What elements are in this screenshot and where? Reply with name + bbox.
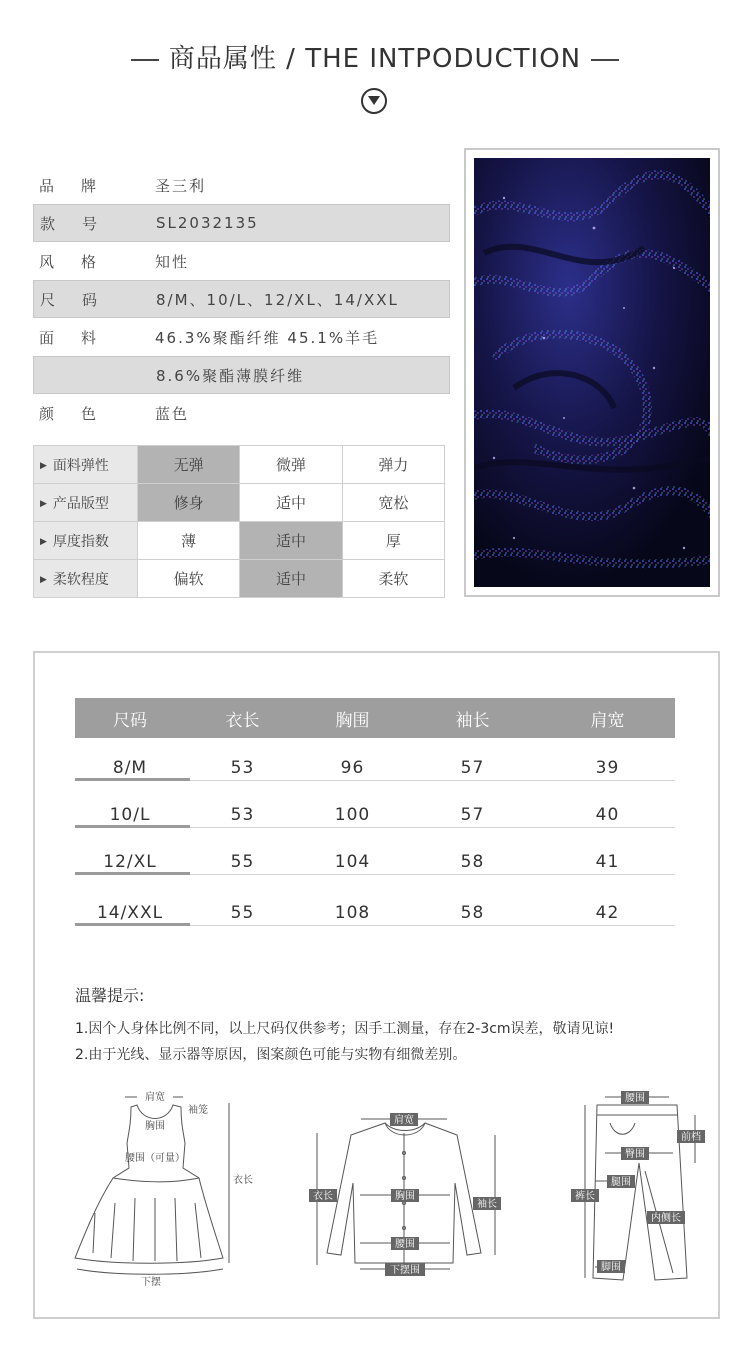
dress-chest-label: 胸围 bbox=[145, 1121, 165, 1132]
property-row bbox=[34, 484, 445, 522]
property-option: 宽松 bbox=[342, 484, 444, 522]
title-cn: 商品属性 bbox=[168, 44, 277, 74]
header-cell: 肩宽 bbox=[590, 710, 625, 731]
measurement-diagrams bbox=[55, 1083, 715, 1303]
pants-hip-label: 臀围 bbox=[625, 1149, 645, 1160]
header-cell: 衣长 bbox=[225, 710, 260, 731]
attr-key: 颜色 bbox=[39, 404, 124, 423]
value-cell: 108 bbox=[334, 903, 371, 923]
attr-key: 风格 bbox=[39, 252, 124, 271]
value-cell: 57 bbox=[460, 805, 485, 825]
property-option: 偏软 bbox=[138, 560, 240, 598]
tips-block bbox=[75, 983, 695, 1068]
pants-hem-label: 脚围 bbox=[601, 1262, 621, 1273]
fabric-image bbox=[474, 158, 710, 587]
table-row bbox=[75, 753, 675, 781]
attribute-list bbox=[33, 166, 450, 432]
attr-value: 知性 bbox=[155, 252, 190, 271]
size-table-header bbox=[75, 698, 675, 738]
size-underline bbox=[75, 923, 190, 926]
size-cell: 8/M bbox=[112, 758, 148, 778]
size-cell: 12/XL bbox=[103, 852, 157, 872]
tips-line: 2.由于光线、显示器等原因，图案颜色可能与实物有细微差别。 bbox=[75, 1047, 467, 1063]
property-name: ▶ 产品版型 bbox=[34, 484, 138, 522]
value-cell: 58 bbox=[460, 852, 485, 872]
attr-value: 8.6%聚酯薄膜纤维 bbox=[156, 366, 305, 385]
value-cell: 41 bbox=[595, 852, 620, 872]
property-name: ▶ 柔软程度 bbox=[34, 560, 138, 598]
tips-title: 温馨提示: bbox=[75, 986, 145, 1005]
page-title bbox=[0, 38, 750, 75]
shirt-waist-label: 腰围 bbox=[395, 1239, 415, 1250]
value-cell: 53 bbox=[230, 805, 255, 825]
section-header bbox=[0, 38, 750, 75]
attr-row-style bbox=[33, 242, 450, 280]
property-option: 无弹 bbox=[138, 446, 240, 484]
shirt-length-label: 衣长 bbox=[313, 1191, 333, 1202]
value-cell: 53 bbox=[230, 758, 255, 778]
pants-inseam-label: 内侧长 bbox=[651, 1213, 681, 1224]
value-cell: 104 bbox=[334, 852, 371, 872]
pants-length-label: 裤长 bbox=[575, 1191, 595, 1202]
header-cell: 袖长 bbox=[455, 710, 490, 731]
property-option: 薄 bbox=[138, 522, 240, 560]
property-grid bbox=[33, 445, 445, 598]
value-cell: 42 bbox=[595, 903, 620, 923]
property-option: 修身 bbox=[138, 484, 240, 522]
property-option: 适中 bbox=[240, 522, 342, 560]
table-row bbox=[75, 898, 675, 926]
property-option: 弹力 bbox=[342, 446, 444, 484]
header-cell: 胸围 bbox=[335, 710, 370, 731]
attr-row-fabric bbox=[33, 318, 450, 356]
header-cell: 尺码 bbox=[113, 710, 147, 731]
property-name: ▶ 厚度指数 bbox=[34, 522, 138, 560]
table-row bbox=[75, 800, 675, 828]
value-cell: 55 bbox=[230, 852, 255, 872]
table-row bbox=[75, 847, 675, 875]
triangle-right-icon: ▶ bbox=[40, 460, 47, 471]
pants-waist-label: 腰围 bbox=[625, 1093, 645, 1104]
size-chart-panel bbox=[33, 651, 720, 1319]
title-separator: / bbox=[286, 44, 296, 74]
property-name: ▶ 面料弹性 bbox=[34, 446, 138, 484]
triangle-right-icon: ▶ bbox=[40, 574, 47, 585]
size-underline bbox=[75, 872, 190, 875]
title-en: THE INTPODUCTION bbox=[305, 44, 582, 74]
property-row bbox=[34, 446, 445, 484]
property-option: 适中 bbox=[240, 484, 342, 522]
property-option: 适中 bbox=[240, 560, 342, 598]
property-row bbox=[34, 522, 445, 560]
value-cell: 96 bbox=[340, 758, 365, 778]
size-underline bbox=[75, 778, 190, 781]
pants-rise-label: 前档 bbox=[681, 1132, 701, 1143]
size-cell: 14/XXL bbox=[96, 903, 164, 923]
attr-row-color bbox=[33, 394, 450, 432]
attr-value: SL2032135 bbox=[156, 214, 259, 232]
pants-diagram bbox=[585, 1097, 695, 1280]
attr-key: 品牌 bbox=[39, 176, 124, 195]
tips-line: 1.因个人身体比例不同，以上尺码仅供参考；因手工测量，存在2-3cm误差，敬请见谅! bbox=[75, 1021, 615, 1037]
attr-value: 圣三利 bbox=[155, 176, 207, 195]
title-dash-right bbox=[591, 59, 619, 61]
attr-row-style-no bbox=[33, 204, 450, 242]
value-cell: 55 bbox=[230, 903, 255, 923]
property-option: 微弹 bbox=[240, 446, 342, 484]
attr-value: 8/M、10/L、12/XL、14/XXL bbox=[156, 290, 399, 309]
size-cell: 10/L bbox=[109, 805, 151, 825]
value-cell: 58 bbox=[460, 903, 485, 923]
attr-row-fabric-cont bbox=[33, 356, 450, 394]
attr-key: 面料 bbox=[39, 328, 124, 347]
shirt-shoulder-label: 肩宽 bbox=[394, 1115, 414, 1126]
shirt-hem-label: 下摆围 bbox=[390, 1265, 420, 1276]
dress-shoulder-label: 肩宽 bbox=[145, 1092, 165, 1103]
shirt-sleeve-label: 袖长 bbox=[477, 1199, 497, 1210]
triangle-right-icon: ▶ bbox=[40, 498, 47, 509]
attr-key: 款号 bbox=[40, 214, 125, 233]
property-row bbox=[34, 560, 445, 598]
shirt-chest-label: 胸围 bbox=[395, 1191, 415, 1202]
triangle-right-icon: ▶ bbox=[40, 536, 47, 547]
attr-row-brand bbox=[33, 166, 450, 204]
attr-value: 蓝色 bbox=[155, 404, 190, 423]
attr-row-size bbox=[33, 280, 450, 318]
value-cell: 40 bbox=[595, 805, 620, 825]
dress-waist-label: 腰围（可量） bbox=[125, 1153, 185, 1164]
title-dash-left bbox=[131, 59, 159, 61]
value-cell: 57 bbox=[460, 758, 485, 778]
chevron-down-icon bbox=[361, 88, 387, 114]
fabric-image-frame bbox=[464, 148, 720, 597]
pants-thigh-label: 腿围 bbox=[611, 1177, 631, 1188]
value-cell: 39 bbox=[595, 758, 620, 778]
size-underline bbox=[75, 825, 190, 828]
dress-sleeve-label: 袖笼 bbox=[188, 1105, 208, 1116]
attr-value: 46.3%聚酯纤维 45.1%羊毛 bbox=[155, 328, 380, 347]
dress-hem-label: 下摆 bbox=[141, 1277, 161, 1288]
value-cell: 100 bbox=[334, 805, 371, 825]
dress-length-label: 衣长 bbox=[233, 1175, 253, 1186]
property-option: 柔软 bbox=[342, 560, 444, 598]
property-option: 厚 bbox=[342, 522, 444, 560]
attr-key: 尺码 bbox=[40, 290, 125, 309]
